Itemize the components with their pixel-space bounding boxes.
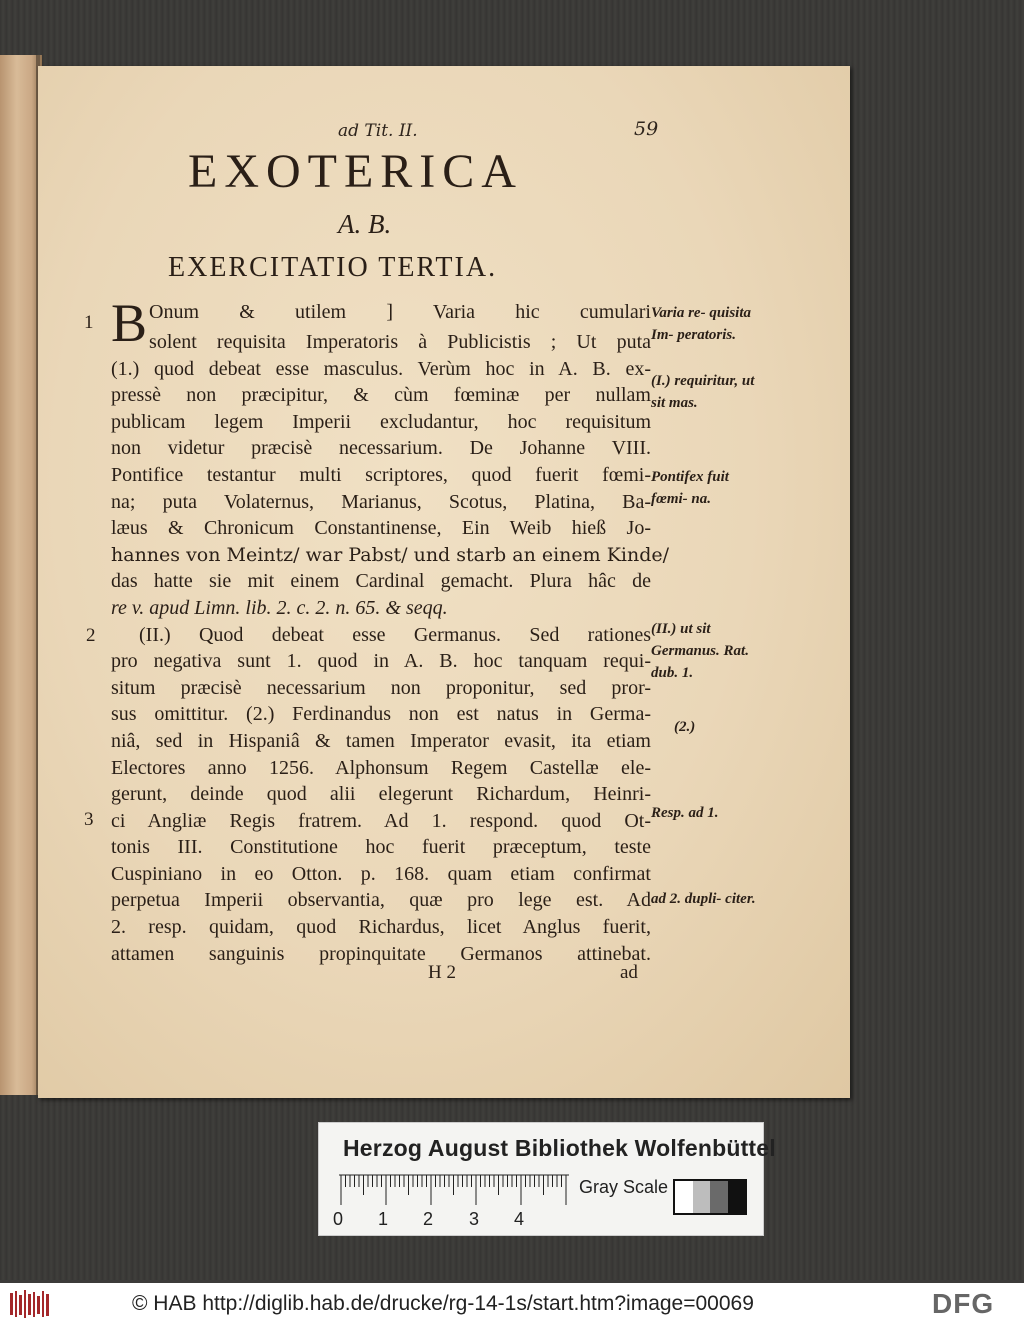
margin-note: Pontifex fuit fœmi- na. <box>651 469 729 507</box>
ruler-scale <box>339 1173 571 1207</box>
text-line: ci Angliæ Regis fratrem. Ad 1. respond. quod Ot- <box>111 809 651 832</box>
text-line: læus & Chronicum Constantinense, Ein Weib hieß Jo- <box>111 517 651 540</box>
text-line-content: Onum & utilem ] Varia hic cumulari <box>149 301 651 323</box>
text-line: Pontifice testantur multi scriptores, quod fuerit fœmi- <box>111 463 651 486</box>
margin-note: (II.) ut sit Germanus. Rat. dub. 1. <box>651 621 749 681</box>
running-head: ad Tit. II. <box>338 121 418 141</box>
text-line: hannes von Meintz/ war Pabst/ und starb an einem Kinde/ <box>111 543 670 566</box>
ruler-number: 4 <box>514 1209 525 1229</box>
library-label <box>318 1122 776 1236</box>
text-line: das hatte sie mit einem Cardinal gemacht. Plura hâc de <box>111 570 651 593</box>
margin-note: Resp. ad 1. <box>651 805 719 821</box>
gray-swatch <box>710 1181 728 1213</box>
text-line: sus omittitur. (2.) Ferdinandus non est natus in Germa- <box>111 703 651 726</box>
text-line: gerunt, deinde quod alii elegerunt Richardum, Heinri- <box>111 783 651 806</box>
text-line: situm præcisè necessarium non proponitur, sed pror- <box>111 676 651 699</box>
text-line: Electores anno 1256. Alphonsum Regem Castellæ ele- <box>111 756 651 779</box>
text-line: re v. apud Limn. lib. 2. c. 2. n. 65. & seqq. <box>111 596 448 619</box>
signature-mark: H 2 <box>428 962 456 983</box>
section-title: EXERCITATIO TERTIA. <box>168 252 498 283</box>
text-line: pressè non præcipitur, & cùm fœminæ per nullam <box>111 384 651 407</box>
footer-bar <box>0 1283 1024 1325</box>
text-line: Cuspiniano in eo Otton. p. 168. quam etiam confirmat <box>111 862 651 885</box>
hab-logo-icon <box>10 1289 50 1319</box>
text-line: na; puta Volaternus, Marianus, Scotus, Platina, Ba- <box>111 490 651 513</box>
library-name: Herzog August Bibliothek Wolfenbüttel <box>343 1135 776 1161</box>
text-line: publicam legem Imperii excludantur, hoc requisitum <box>111 410 651 433</box>
gray-swatch <box>728 1181 746 1213</box>
page-subtitle: A. B. <box>338 209 392 239</box>
catchword: ad <box>620 962 638 983</box>
page-number: 59 <box>634 118 659 140</box>
body-text <box>111 293 670 967</box>
text-line: attamen sanguinis propinquitate Germanos attinebat. <box>111 942 651 965</box>
text-line: 2. resp. quidam, quod Richardus, licet Anglus fuerit, <box>111 916 651 939</box>
dfg-logo: DFG <box>932 1288 995 1319</box>
copyright-url: © HAB http://diglib.hab.de/drucke/rg-14-1s/start.htm?image=00069 <box>132 1292 754 1315</box>
page-title: EXOTERICA <box>188 145 523 198</box>
margin-note: (I.) requiritur, ut sit mas. <box>651 373 755 411</box>
ruler-number: 3 <box>469 1209 480 1229</box>
ruler-number: 2 <box>423 1209 434 1229</box>
dropcap: B <box>111 293 148 353</box>
text-line: perpetua Imperii observantia, quæ pro lege est. Ad <box>111 889 651 912</box>
text-line: solent requisita Imperatoris à Publicistis ; Ut puta <box>149 331 651 353</box>
paragraph-number: 1 <box>84 312 94 333</box>
text-line: (II.) Quod debeat esse Germanus. Sed rationes <box>139 623 651 646</box>
gray-swatch <box>693 1181 711 1213</box>
book-page <box>38 66 850 1098</box>
text-line: niâ, sed in Hispaniâ & tamen Imperator evasit, ita etiam <box>111 729 651 752</box>
ruler-number: 0 <box>333 1209 344 1229</box>
text-line: non videtur præcisè necessarium. De Johanne VIII. <box>111 437 651 460</box>
gray-scale-label: Gray Scale <box>579 1177 669 1197</box>
ruler-number: 1 <box>378 1209 389 1229</box>
margin-note: (2.) <box>674 719 696 735</box>
gray-swatch <box>675 1181 693 1213</box>
margin-note: Varia re- quisita Im- peratoris. <box>651 305 752 343</box>
text-line: tonis III. Constitutione hoc fuerit præceptum, teste <box>111 836 651 859</box>
paragraph-number: 2 <box>86 625 96 646</box>
text-line: (1.) quod debeat esse masculus. Verùm hoc in A. B. ex- <box>111 357 651 380</box>
margin-note: ad 2. dupli- citer. <box>651 891 756 907</box>
text-line: pro negativa sunt 1. quod in A. B. hoc tanquam requi- <box>111 650 651 673</box>
paragraph-number: 3 <box>84 809 94 830</box>
gray-scale-swatches <box>673 1179 747 1215</box>
